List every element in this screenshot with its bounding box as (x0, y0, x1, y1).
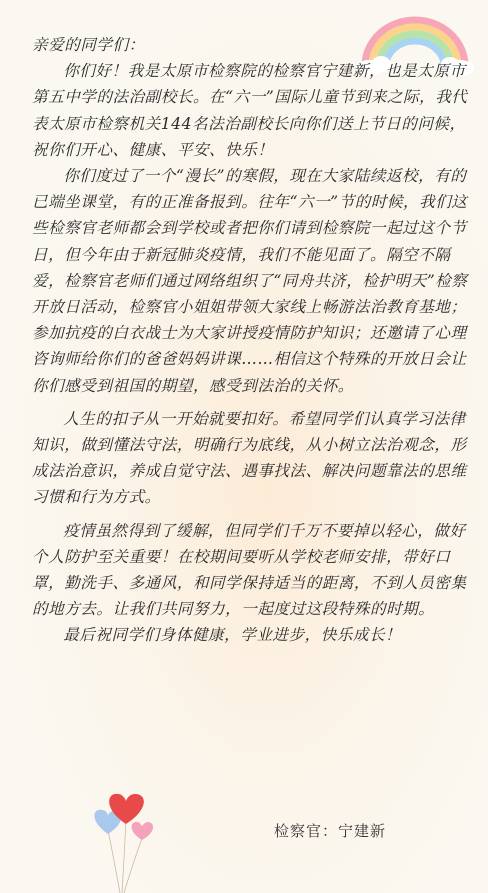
heart-balloons-icon (80, 790, 170, 893)
letter-greeting: 亲爱的同学们： (32, 36, 145, 54)
letter-paragraph-4: 疫情虽然得到了缓解，但同学们千万不要掉以轻心，做好个人防护至关重要！在校期间要听从学校老师安排，带好口罩，勤洗手、多通风，和同学保持适当的距离，不到人员密集的地方去。让我们共同努力，一起度过这段特殊的时期。 (32, 521, 467, 619)
letter-paragraph-5: 最后祝同学们身体健康，学业进步，快乐成长！ (63, 626, 402, 645)
letter-paragraph-1: 你们好！我是太原市检察院的检察官宁建新，也是太原市第五中学的法治副校长。在“六一”国际儿童节到来之际，我代表太原市检察机关144名法治副校长向你们送上节日的问候，祝你们开心、健康、平安、快乐！ (32, 62, 468, 159)
letter-signature: 检察官：宁建新 (274, 822, 387, 840)
letter-paragraph-2: 你们度过了一个“漫长”的寒假，现在大家陆续返校，有的已端坐课堂，有的正准备报到。往年“六一”节的时候，我们这些检察官老师都会到学校或者把你们请到检察院一起过这个节日，但今年由于新冠肺炎疫情，我们不能见面了。隔空不隔爱，检察官老师们通过网络组织了“同舟共济，检护明天”检察开放日活动，检察官小姐姐带领大家线上畅游法治教育基地；参加抗疫的白衣战士为大家讲授疫情防护知识；还邀请了心理咨询师给你们的爸爸妈妈讲课……相信这个特殊的开放日会让你们感受到祖国的期望，感受到法治的关怀。 (32, 167, 468, 395)
letter-body (32, 32, 472, 649)
letter-paragraph-3: 人生的扣子从一开始就要扣好。希望同学们认真学习法律知识，做到懂法守法，明确行为底线，从小树立法治观念，形成法治意识，养成自觉守法、遇事找法、解决问题靠法的思维习惯和行为方式。 (32, 409, 467, 507)
